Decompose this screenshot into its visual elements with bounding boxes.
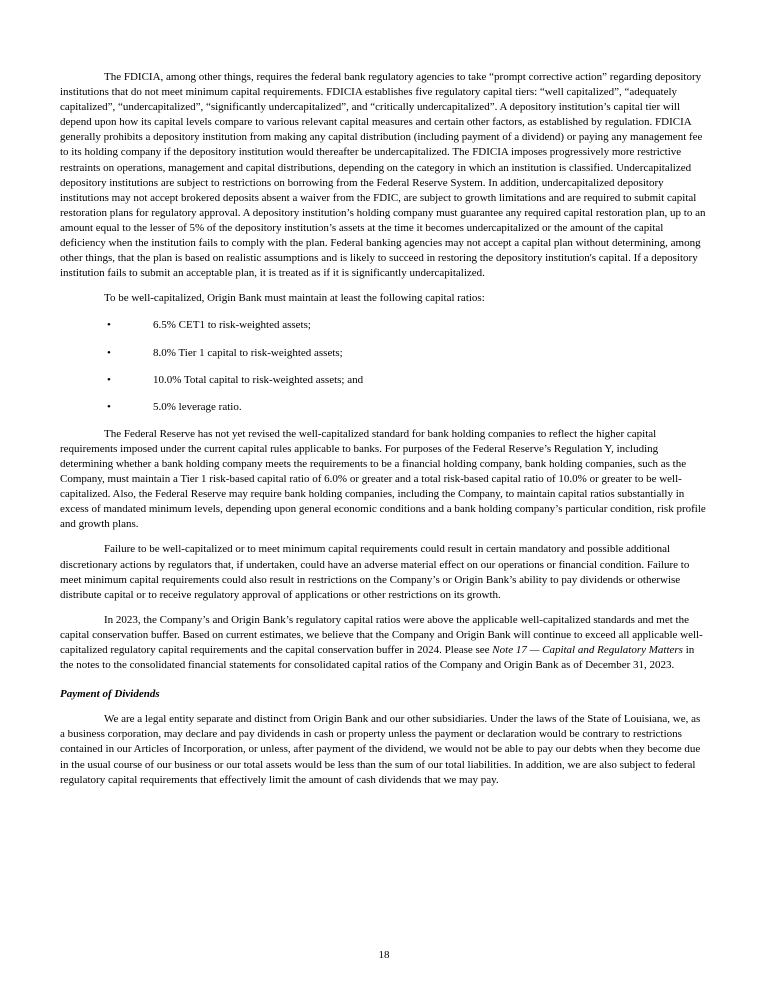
bullet-icon: • (107, 400, 111, 413)
list-item (60, 318, 706, 333)
list-item (60, 400, 706, 415)
text-segment: In 2023, the Company’s and Origin Bank’s regulatory capital ratios were above the applicable well-capitalized standards and met the capital conservation buffer. Based on current estimates, we believe that the Company and Origin Bank will continue to exceed all applicable well-capitalized regulatory capital requirements and the capital conservation buffer in 2024. Please see (60, 613, 703, 656)
paragraph-2023-capital (60, 613, 706, 673)
text-segment: in the notes to the consolidated financial statements for consolidated capital ratios of the Company and Origin Bank as of December 31, 2023. (60, 644, 695, 672)
list-item (60, 373, 706, 388)
bullet-icon: • (107, 373, 111, 386)
bullet-text: 8.0% Tier 1 capital to risk-weighted assets; (153, 346, 343, 359)
paragraph-federal-reserve: The Federal Reserve has not yet revised the well-capitalized standard for bank holding companies to reflect the higher capital requirements imposed under the current capital rules applicable to banks. For purposes of the Federal Reserve’s Regulation Y, including determining whether a bank holding company meets the requirements to be a financial holding company, bank holding companies, such as the Company, must maintain a Tier 1 risk-based capital ratio of 6.0% or greater and a total risk-based capital ratio of 10.0% or greater to be well-capitalized. Also, the Federal Reserve may require bank holding companies, including the Company, to maintain capital ratios substantially in excess of mandated minimum levels, depending upon general economic conditions and a bank holding company’s particular condition, risk profile and growth plans. (60, 427, 706, 531)
bullet-icon: • (107, 346, 111, 359)
bullet-icon: • (107, 319, 111, 332)
paragraph-failure-consequences: Failure to be well-capitalized or to meet minimum capital requirements could result in certain mandatory and possible additional discretionary actions by regulators that, if undertaken, could have an adverse material effect on our operations or financial condition. Failure to meet minimum capital requirements could also result in restrictions on the Company’s or Origin Bank’s ability to pay dividends or otherwise distribute capital or to receive regulatory approval of applications or other restrictions on its growth. (60, 543, 690, 601)
paragraph-capital-ratios-intro: To be well-capitalized, Origin Bank must maintain at least the following capital ratios: (104, 292, 485, 305)
bullet-text: 6.5% CET1 to risk-weighted assets; (153, 319, 311, 332)
note-17-reference: Note 17 — Capital and Regulatory Matters (492, 644, 683, 656)
page-number: 18 (378, 949, 390, 961)
bullet-text: 10.0% Total capital to risk-weighted assets; and (153, 373, 364, 386)
bullet-text: 5.0% leverage ratio. (153, 400, 242, 413)
list-item (60, 346, 706, 361)
capital-ratios-list (60, 318, 706, 414)
section-heading-payment-of-dividends: Payment of Dividends (60, 688, 160, 701)
paragraph-fdicia: The FDICIA, among other things, requires the federal bank regulatory agencies to take “prompt corrective action” regarding depository institutions that do not meet minimum capital requirements. FDICIA establishes five regulatory capital tiers: “well capitalized”, “adequately capitalized”, “undercapitalized”, “significantly undercapitalized”, and “critically undercapitalized”. A depository institution’s capital tier will depend upon how its capital levels compare to various relevant capital measures and certain other factors, as established by regulation. FDICIA generally prohibits a depository institution from making any capital distribution (including payment of a dividend) or paying any management fee to its holding company if the depository institution would thereafter be undercapitalized. The FDICIA imposes progressively more restrictive restraints on operations, management and capital distributions, depending on the category in which an institution is classified. Undercapitalized depository institutions are subject to restrictions on borrowing from the Federal Reserve System. In addition, undercapitalized depository institutions may not accept brokered deposits absent a waiver from the FDIC, are subject to growth limitations and are required to submit capital restoration plans for regulatory approval. A depository institution’s holding company must guarantee any required capital restoration plan, up to an amount equal to the lesser of 5% of the depository institution’s assets at the time it becomes undercapitalized or the amount of the capital deficiency when the institution fails to comply with the plan. Federal banking agencies may not accept a capital plan without determining, among other things, that the plan is based on realistic assumptions and is likely to succeed in restoring the depository institution's capital. If a depository institution fails to submit an acceptable plan, it is treated as if it is significantly undercapitalized. (60, 71, 706, 280)
paragraph-dividends: We are a legal entity separate and distinct from Origin Bank and our other subsidiaries. Under the laws of the State of Louisiana, we, as a business corporation, may declare and pay dividends in cash or property unless the payment or declaration would be contrary to restrictions contained in our Articles of Incorporation, or unless, after payment of the dividend, we would not be able to pay our debts when they become due in the usual course of our business or our total assets would be less than the sum of our total liabilities. In addition, we are also subject to federal regulatory capital requirements that effectively limit the amount of cash dividends that we may pay. (60, 713, 701, 786)
